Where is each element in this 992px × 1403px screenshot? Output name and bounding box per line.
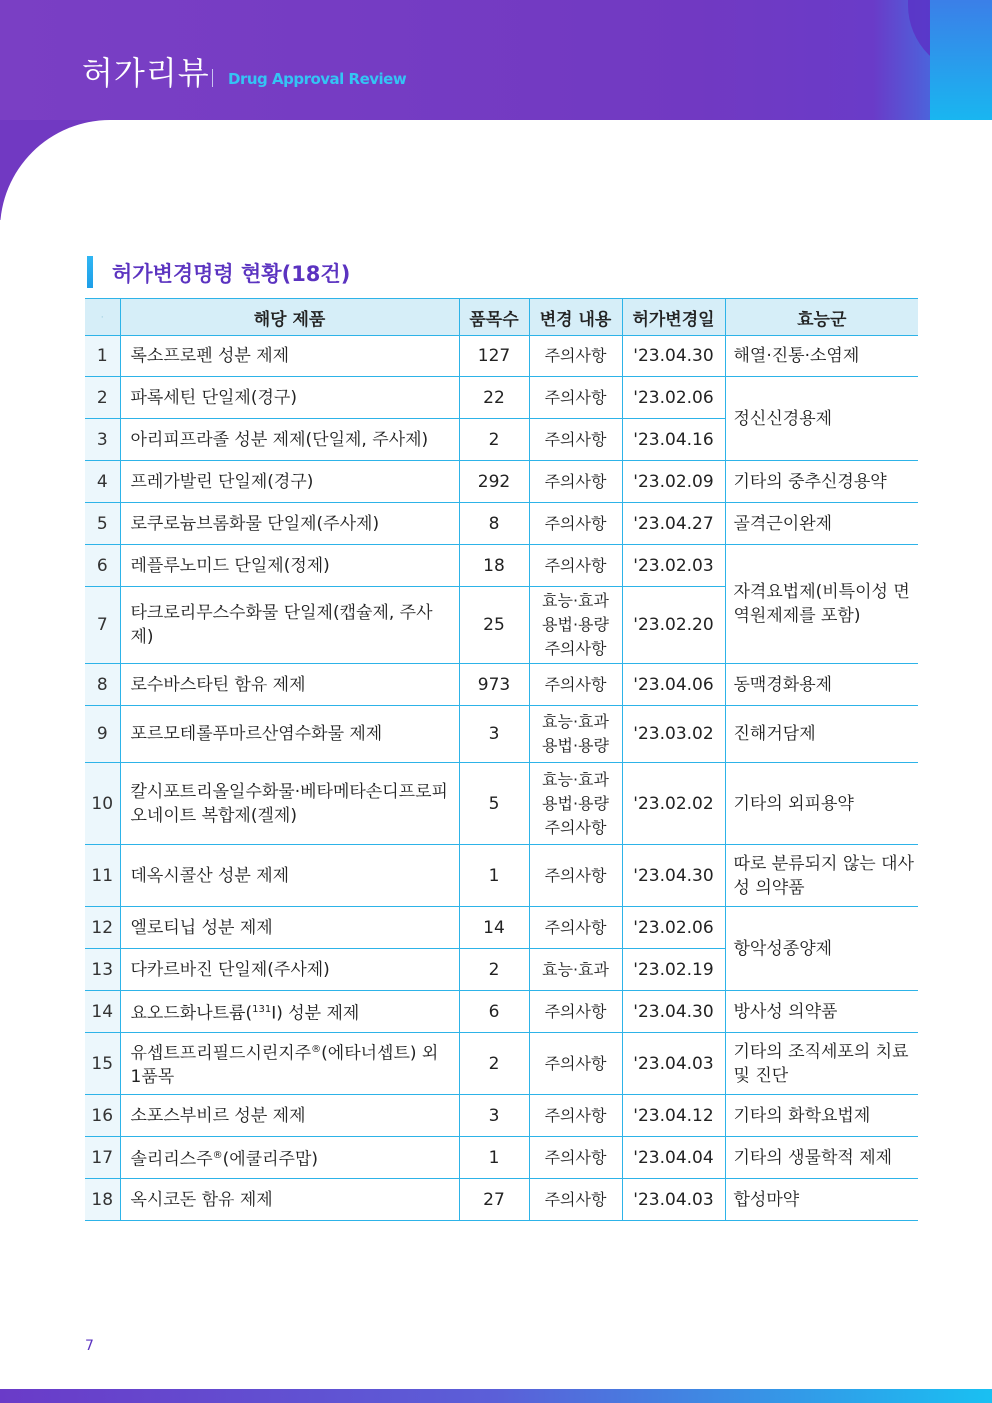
row-number: 14: [85, 991, 120, 1033]
table-row: [85, 545, 918, 587]
title-separator: [212, 69, 213, 87]
row-number: 18: [85, 1179, 120, 1221]
change-date: '23.04.12: [622, 1095, 725, 1137]
item-count: 127: [459, 336, 529, 377]
efficacy-group: 정신신경용제: [725, 377, 918, 461]
change-content: 효능·효과: [529, 949, 622, 991]
row-number: 7: [85, 587, 120, 664]
efficacy-group: 기타의 외피용약: [725, 763, 918, 845]
efficacy-group: 기타의 중추신경용약: [725, 461, 918, 503]
change-content: 주의사항: [529, 503, 622, 545]
item-count: 2: [459, 419, 529, 461]
change-date: '23.04.03: [622, 1033, 725, 1095]
efficacy-group: 항악성종양제: [725, 907, 918, 991]
table-row: [85, 461, 918, 503]
header-decoration-gradient: [930, 0, 992, 120]
change-date: '23.04.27: [622, 503, 725, 545]
item-count: 2: [459, 1033, 529, 1095]
change-content: 주의사항: [529, 1095, 622, 1137]
item-count: 3: [459, 706, 529, 763]
table-row: [85, 377, 918, 419]
efficacy-group: 따로 분류되지 않는 대사성 의약품: [725, 845, 918, 907]
change-line: 용법·용량: [542, 793, 609, 813]
product-name: 파록세틴 단일제(경구): [120, 377, 459, 419]
change-date: '23.04.30: [622, 336, 725, 377]
row-number: 9: [85, 706, 120, 763]
efficacy-group: 진해거담제: [725, 706, 918, 763]
table-row: [85, 664, 918, 706]
item-count: 8: [459, 503, 529, 545]
efficacy-group: 자격요법제(비특이성 면역원제제를 포함): [725, 545, 918, 664]
item-count: 3: [459, 1095, 529, 1137]
header-change: 변경 내용: [529, 299, 622, 336]
product-name: 록소프로펜 성분 제제: [120, 336, 459, 377]
section-marker: [87, 256, 93, 288]
change-line: 주의사항: [544, 639, 607, 658]
table-row: [85, 706, 918, 763]
change-date: '23.02.19: [622, 949, 725, 991]
product-name: 소포스부비르 성분 제제: [120, 1095, 459, 1137]
table-row: [85, 991, 918, 1033]
item-count: 6: [459, 991, 529, 1033]
item-count: 5: [459, 763, 529, 845]
section-title: 허가변경명령 현황(18건): [112, 262, 351, 286]
change-line: 용법·용량: [542, 615, 609, 634]
change-date: '23.02.06: [622, 377, 725, 419]
item-count: 1: [459, 845, 529, 907]
approval-change-table: [85, 298, 918, 1221]
change-content: 주의사항: [529, 336, 622, 377]
table-row: [85, 763, 918, 845]
item-count: 973: [459, 664, 529, 706]
product-name: 아리피프라졸 성분 제제(단일제, 주사제): [120, 419, 459, 461]
product-name: 레플루노미드 단일제(정제): [120, 545, 459, 587]
change-line: 용법·용량: [542, 736, 609, 755]
item-count: 292: [459, 461, 529, 503]
change-content: 주의사항: [529, 845, 622, 907]
row-number: 2: [85, 377, 120, 419]
table-header-row: [85, 299, 918, 336]
change-date: '23.04.06: [622, 664, 725, 706]
row-number: 12: [85, 907, 120, 949]
change-date: '23.04.03: [622, 1179, 725, 1221]
change-date: '23.04.16: [622, 419, 725, 461]
header-efficacy: 효능군: [725, 299, 918, 336]
row-number: 4: [85, 461, 120, 503]
table-row: [85, 503, 918, 545]
product-name: 칼시포트리올일수화물·베타메타손디프로피오네이트 복합제(겔제): [120, 763, 459, 845]
page-number: 7: [85, 1338, 94, 1354]
row-number: 13: [85, 949, 120, 991]
header-product: 해당 제품: [120, 299, 459, 336]
product-name: 솔리리스주®(에쿨리주맙): [120, 1137, 459, 1179]
product-name: 프레가발린 단일제(경구): [120, 461, 459, 503]
row-number: 6: [85, 545, 120, 587]
efficacy-group: 골격근이완제: [725, 503, 918, 545]
product-name: 다카르바진 단일제(주사제): [120, 949, 459, 991]
table-row: [85, 1095, 918, 1137]
change-date: '23.03.02: [622, 706, 725, 763]
change-date: '23.02.06: [622, 907, 725, 949]
row-number: 3: [85, 419, 120, 461]
product-name: 타크로리무스수화물 단일제(캡슐제, 주사제): [120, 587, 459, 664]
change-content: 주의사항: [529, 545, 622, 587]
change-content: 주의사항: [529, 1179, 622, 1221]
row-number: 1: [85, 336, 120, 377]
efficacy-group: 합성마약: [725, 1179, 918, 1221]
item-count: 22: [459, 377, 529, 419]
change-content: [529, 706, 622, 763]
product-name: 요오드화나트륨($^{131}$I) 성분 제제: [120, 991, 459, 1033]
row-number: 16: [85, 1095, 120, 1137]
change-date: '23.04.04: [622, 1137, 725, 1179]
page-subtitle: Drug Approval Review: [228, 70, 407, 88]
efficacy-group: 동맥경화용제: [725, 664, 918, 706]
table-row: [85, 336, 918, 377]
change-date: '23.02.03: [622, 545, 725, 587]
header-num: ·: [85, 299, 120, 336]
row-number: 8: [85, 664, 120, 706]
change-content: [529, 763, 622, 845]
change-line: 효능·효과: [542, 712, 609, 731]
header-curve: [0, 120, 992, 220]
efficacy-group: 기타의 생물학적 제제: [725, 1137, 918, 1179]
change-line: 효능·효과: [542, 769, 609, 789]
product-name: 로쿠로늄브롬화물 단일제(주사제): [120, 503, 459, 545]
change-content: 주의사항: [529, 664, 622, 706]
item-count: 14: [459, 907, 529, 949]
header-date: 허가변경일: [622, 299, 725, 336]
row-number: 15: [85, 1033, 120, 1095]
product-name: 로수바스타틴 함유 제제: [120, 664, 459, 706]
row-number: 11: [85, 845, 120, 907]
efficacy-group: 방사성 의약품: [725, 991, 918, 1033]
change-content: 주의사항: [529, 907, 622, 949]
row-number: 10: [85, 763, 120, 845]
change-content: 주의사항: [529, 1033, 622, 1095]
change-date: '23.04.30: [622, 845, 725, 907]
table-row: [85, 1033, 918, 1095]
row-number: 5: [85, 503, 120, 545]
change-date: '23.04.30: [622, 991, 725, 1033]
table-row: [85, 1137, 918, 1179]
page-title: 허가리뷰: [82, 54, 210, 92]
product-name: 데옥시콜산 성분 제제: [120, 845, 459, 907]
change-line: 효능·효과: [542, 591, 609, 610]
change-date: '23.02.20: [622, 587, 725, 664]
item-count: 2: [459, 949, 529, 991]
product-name: 옥시코돈 함유 제제: [120, 1179, 459, 1221]
item-count: 1: [459, 1137, 529, 1179]
item-count: 27: [459, 1179, 529, 1221]
change-content: 주의사항: [529, 991, 622, 1033]
product-name: 포르모테롤푸마르산염수화물 제제: [120, 706, 459, 763]
change-content: 주의사항: [529, 461, 622, 503]
change-line: 주의사항: [544, 817, 607, 837]
change-date: '23.02.02: [622, 763, 725, 845]
efficacy-group: 기타의 화학요법제: [725, 1095, 918, 1137]
row-number: 17: [85, 1137, 120, 1179]
change-content: 주의사항: [529, 377, 622, 419]
efficacy-group: 해열·진통·소염제: [725, 336, 918, 377]
product-name: 유셉트프리필드시린지주®(에타너셉트) 외 1품목: [120, 1033, 459, 1095]
efficacy-group: 기타의 조직세포의 치료 및 진단: [725, 1033, 918, 1095]
table-row: [85, 845, 918, 907]
change-content: 주의사항: [529, 1137, 622, 1179]
table-row: [85, 907, 918, 949]
table-row: [85, 1179, 918, 1221]
change-date: '23.02.09: [622, 461, 725, 503]
change-content: [529, 587, 622, 664]
item-count: 18: [459, 545, 529, 587]
header-count: 품목수: [459, 299, 529, 336]
footer-band: [0, 1389, 992, 1403]
product-name: 엘로티닙 성분 제제: [120, 907, 459, 949]
item-count: 25: [459, 587, 529, 664]
change-content: 주의사항: [529, 419, 622, 461]
